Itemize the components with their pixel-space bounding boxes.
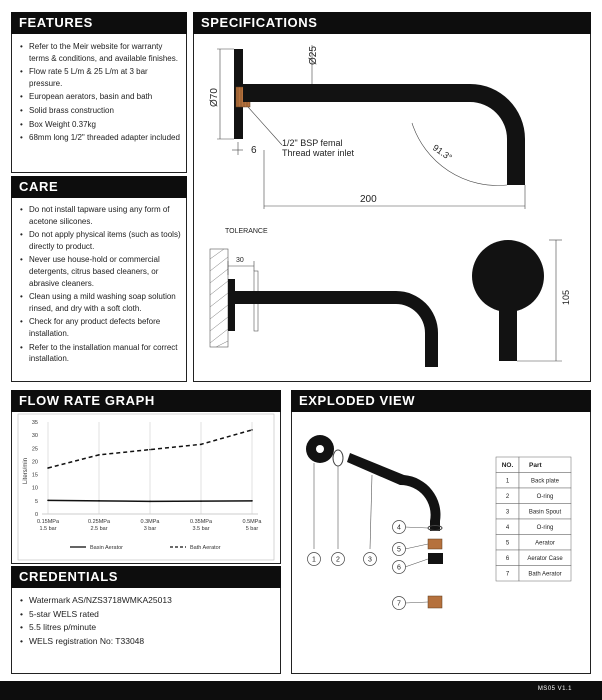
y-axis-label: Liters/min [23, 457, 29, 484]
part-o-ring [333, 450, 343, 466]
features-list [19, 41, 181, 146]
credential-item: • Watermark AS/NZS3718WMKA25013 [19, 595, 274, 607]
data-point [251, 429, 253, 431]
credentials-list [19, 595, 274, 649]
callout-3 [364, 553, 377, 566]
callout-1 [308, 553, 321, 566]
care-item: • Do not install tapware using any form of acetone silicones. [19, 204, 183, 227]
callout-7 [393, 597, 406, 610]
data-point [98, 454, 100, 456]
dim-d70: Ø70 [209, 88, 220, 107]
tolerance-view-drawing [210, 228, 438, 367]
table-value: O-ring [536, 494, 554, 500]
table-header: Part [529, 462, 542, 469]
y-tick-label: 35 [31, 420, 38, 426]
table-value: 1 [505, 478, 510, 485]
callout-5 [393, 543, 406, 556]
chart-frame [18, 414, 274, 560]
callout-number: 5 [397, 546, 401, 554]
callout-number: 4 [397, 524, 401, 532]
callout-6 [393, 561, 406, 574]
footer-bar [0, 681, 602, 700]
credential-item: • 5.5 litres p/minute [19, 622, 274, 634]
data-point [47, 467, 49, 469]
exploded-drawing [292, 413, 590, 673]
credential-item: • WELS registration No: T33048 [19, 636, 274, 648]
callout-number: 2 [336, 556, 340, 564]
data-point [47, 500, 49, 502]
data-point [149, 449, 151, 451]
x-tick-label: 0.35MPa [189, 519, 213, 525]
feature-item: • Box Weight 0.37kg [19, 119, 181, 131]
x-tick-sublabel: 3.5 bar [192, 526, 210, 532]
table-value: 2 [505, 494, 510, 500]
x-tick-label: 0.15MPa [36, 519, 60, 525]
bsp-label-line2: Thread water inlet [282, 148, 355, 158]
dim-30: 30 [236, 257, 244, 264]
x-tick-sublabel: 2.5 bar [90, 526, 108, 532]
data-point [200, 500, 202, 502]
y-tick-label: 0 [34, 512, 38, 518]
x-tick-sublabel: 5 bar [245, 526, 259, 532]
feature-item: • 68mm long 1/2" threaded adapter included [19, 132, 181, 144]
table-value: Bath Aerator [528, 571, 562, 578]
care-list [19, 204, 183, 367]
x-tick-label: 0.5MPa [242, 519, 262, 525]
spout-side [243, 84, 525, 185]
y-tick-label: 15 [31, 472, 38, 479]
table-value: 3 [505, 509, 510, 516]
callout-number: 6 [397, 564, 401, 572]
legend-label: Bath Aerator [190, 545, 221, 551]
part-aerator [428, 539, 442, 549]
part-aerator-case [428, 553, 443, 564]
feature-item: • Flow rate 5 L/m & 25 L/m at 3 bar pressure. [19, 66, 181, 89]
y-tick-label: 5 [34, 498, 38, 505]
tolerance-label: TOLERANCE [225, 228, 268, 235]
care-item: • Clean using a mild washing soap solution rinsed, and dry with a soft cloth. [19, 291, 183, 314]
data-point [98, 500, 100, 502]
table-value: Aerator [535, 540, 555, 547]
table-cell [519, 457, 571, 473]
care-item: • Do not apply physical items (such as tools) directly to product. [19, 229, 183, 252]
data-point [251, 500, 253, 502]
y-tick-label: 20 [31, 459, 38, 466]
credential-item: • 5-star WELS rated [19, 609, 274, 621]
care-item: • Refer to the installation manual for correct installation. [19, 342, 183, 365]
table-value: Basin Spout [528, 509, 562, 516]
x-tick-label: 0.3MPa [140, 519, 160, 525]
legend-label: Basin Aerator [90, 545, 124, 551]
flow-graph-title: FLOW RATE GRAPH [11, 390, 281, 412]
data-point [149, 501, 151, 503]
care-item: • Check for any product defects before installation. [19, 316, 183, 339]
x-tick-sublabel: 1.5 bar [39, 526, 57, 532]
spout-tolerance [235, 291, 438, 367]
side-view-drawing [209, 45, 525, 209]
dim-200: 200 [360, 194, 377, 205]
table-value: 5 [505, 540, 510, 547]
feature-item: • Solid brass construction [19, 105, 181, 117]
table-value: 4 [505, 525, 510, 531]
callout-2 [332, 553, 345, 566]
dim-angle: 91.3° [430, 142, 454, 163]
credentials-title: CREDENTIALS [11, 566, 281, 588]
bsp-label-line1: 1/2" BSP femal [282, 138, 343, 148]
dim-105: 105 [561, 289, 571, 305]
x-tick-sublabel: 3 bar [143, 526, 157, 532]
part-bath-aerator [428, 596, 442, 608]
y-tick-label: 10 [31, 485, 38, 492]
y-tick-label: 25 [31, 446, 38, 453]
part-basin-spout [347, 453, 440, 531]
table-value: 6 [505, 556, 510, 562]
dim-d25: Ø25 [308, 46, 319, 65]
table-header: NO. [501, 462, 514, 469]
flow-rate-chart [12, 412, 280, 563]
callout-4 [393, 521, 406, 534]
y-tick-label: 30 [31, 433, 38, 440]
callout-number: 3 [368, 556, 372, 564]
specifications-drawing [194, 35, 590, 381]
callout-number: 1 [312, 556, 316, 564]
table-value: O-ring [536, 525, 554, 531]
data-point [200, 444, 202, 446]
feature-item: • Refer to the Meir website for warranty terms & conditions, and available finishes. [19, 41, 181, 64]
feature-item: • European aerators, basin and bath [19, 91, 181, 103]
x-tick-label: 0.25MPa [87, 519, 111, 525]
footer-code: MS05 V1.1 [537, 686, 572, 692]
table-value: Aerator Case [527, 556, 563, 562]
table-value: 7 [505, 571, 510, 578]
dim-six: 6 [251, 145, 257, 156]
features-title: FEATURES [11, 12, 187, 34]
exploded-title: EXPLODED VIEW [291, 390, 591, 412]
spout-front [499, 276, 517, 361]
care-item: • Never use house-hold or commercial detergents, citrus based cleaners, or abrasive cleaners. [19, 254, 183, 289]
care-title: CARE [11, 176, 187, 198]
specifications-title: SPECIFICATIONS [193, 12, 591, 34]
callout-number: 7 [397, 600, 401, 608]
front-view-drawing [472, 240, 571, 361]
table-value: Back plate [530, 478, 560, 485]
